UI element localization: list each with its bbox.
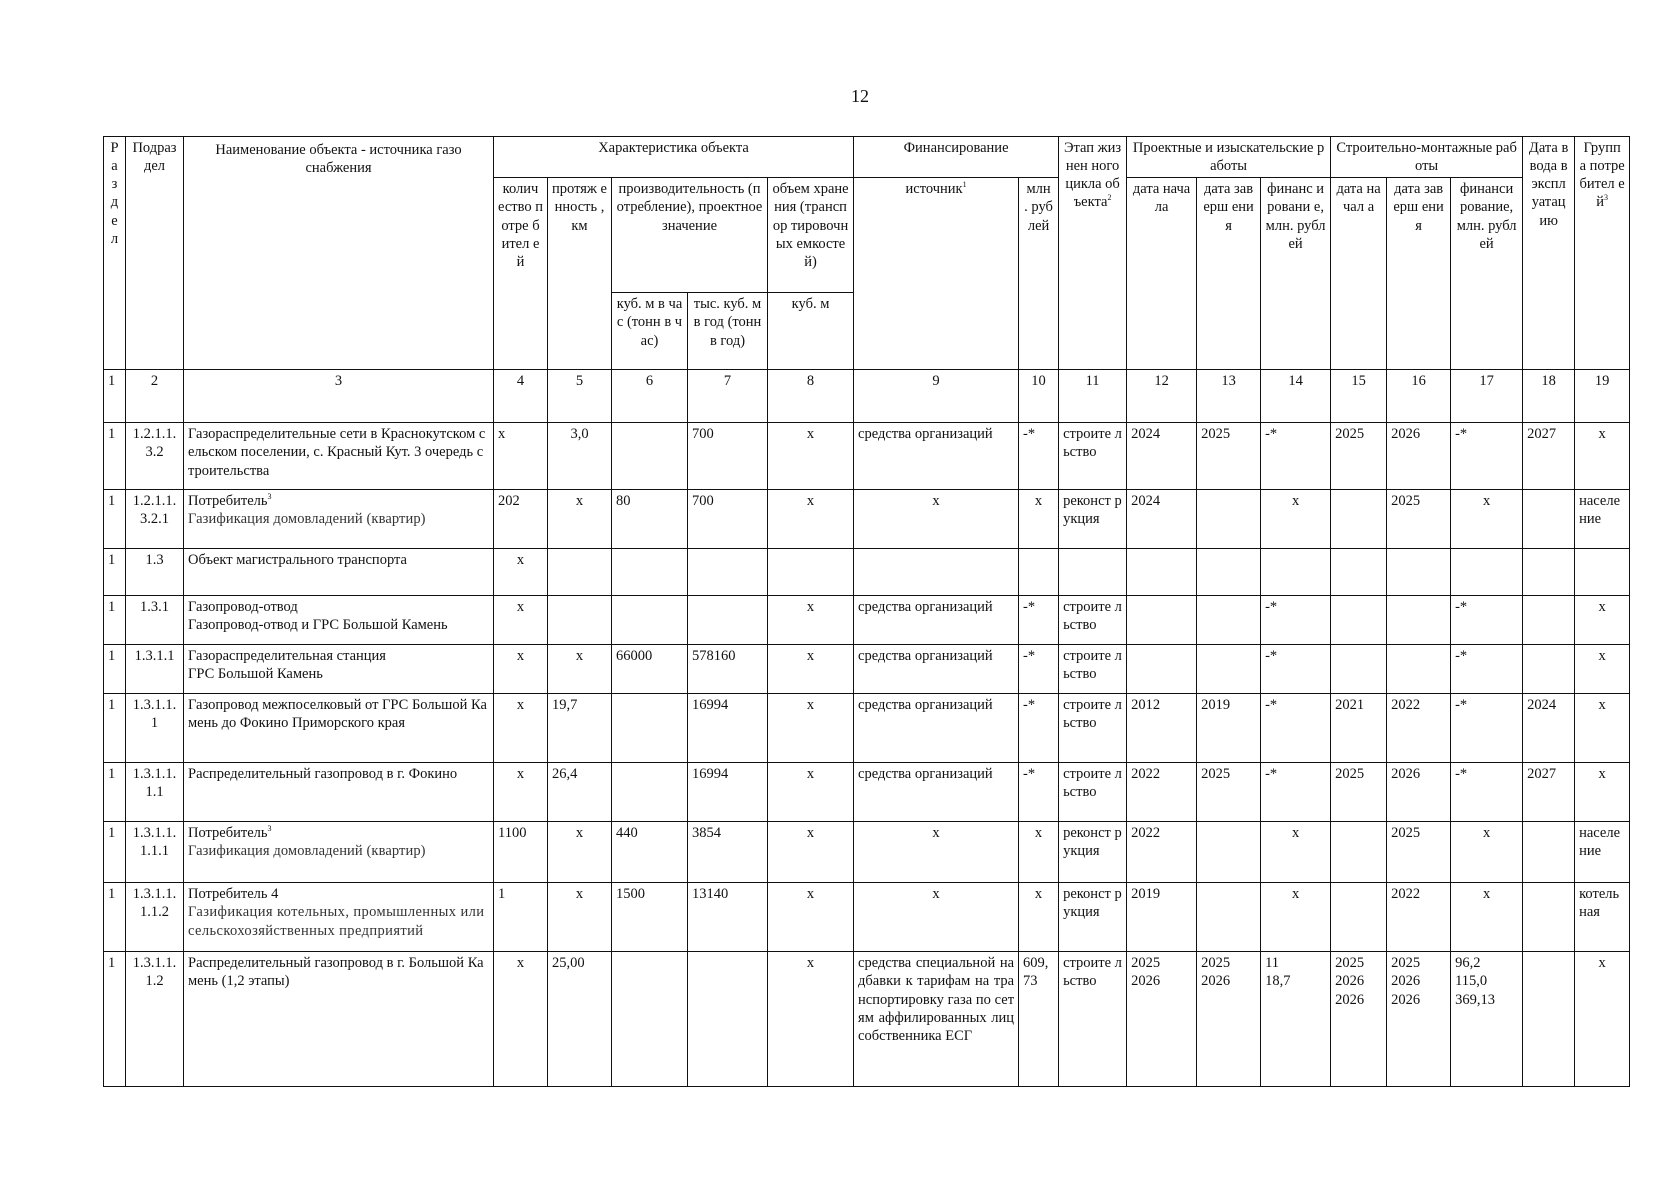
cell-design-end xyxy=(1197,822,1261,883)
cell-consumer-group: x xyxy=(1575,694,1630,763)
cell-capacity-year xyxy=(688,596,768,645)
cell-consumer-count: x xyxy=(494,694,548,763)
cell-object-name xyxy=(184,822,494,883)
cell-length: x xyxy=(548,883,612,952)
object-title: Газораспределительные сети в Краснокутском сельском поселении, с. Красный Кут. 3 очередь строительства xyxy=(188,426,486,479)
cell-design-start: 2022 xyxy=(1127,822,1197,883)
object-title: Распределительный газопровод в г. Фокино xyxy=(188,766,458,783)
table-row xyxy=(104,763,1630,822)
object-subtitle: Газификация домовладений (квартир) xyxy=(188,511,426,528)
table-row xyxy=(104,883,1630,952)
footnote-mark: 3 xyxy=(267,492,272,502)
header-design-works: Проектные и изыскательские работы xyxy=(1127,137,1331,178)
cell-stage: строите льство xyxy=(1059,952,1127,1087)
header-consumer-group: Групп а потре бител $ей^3$ xyxy=(1575,137,1630,370)
cell-stage: реконст рукция xyxy=(1059,822,1127,883)
cell-source: средства организаций xyxy=(854,694,1019,763)
column-number: 12 xyxy=(1127,370,1197,423)
object-title: Потребитель xyxy=(188,825,268,842)
header-design-start: дата начала xyxy=(1127,178,1197,370)
cell-commission-date xyxy=(1523,883,1575,952)
cell-length: x xyxy=(548,490,612,549)
cell-design-start: 2022 xyxy=(1127,763,1197,822)
cell-capacity-year: 700 xyxy=(688,423,768,490)
cell-consumer-count: x xyxy=(494,645,548,694)
cell-razdel: 1 xyxy=(104,596,126,645)
column-number: 4 xyxy=(494,370,548,423)
column-numbers-row xyxy=(104,370,1630,423)
cell-design-financing: -* xyxy=(1261,763,1331,822)
cell-construction-end: 2026 xyxy=(1387,763,1451,822)
cell-design-financing: x xyxy=(1261,883,1331,952)
header-object-name: Наименование объекта - источника газоснабжения xyxy=(184,137,494,370)
column-number: 6 xyxy=(612,370,688,423)
table-row xyxy=(104,490,1630,549)
cell-source: средства организаций xyxy=(854,423,1019,490)
object-title: Газопровод межпоселковый от ГРС Большой Камень до Фокино Приморского края xyxy=(188,697,487,732)
cell-commission-date: 2024 xyxy=(1523,694,1575,763)
header-commission-date: Дата ввода в экспл уатац ию xyxy=(1523,137,1575,370)
cell-design-financing: x xyxy=(1261,490,1331,549)
cell-source: средства организаций xyxy=(854,645,1019,694)
cell-storage: x xyxy=(768,645,854,694)
cell-mln: x xyxy=(1019,883,1059,952)
column-number: 2 xyxy=(126,370,184,423)
cell-capacity-year: 700 xyxy=(688,490,768,549)
column-number: 15 xyxy=(1331,370,1387,423)
cell-mln: -* xyxy=(1019,596,1059,645)
cell-design-financing xyxy=(1261,549,1331,596)
cell-stage: строите льство xyxy=(1059,763,1127,822)
header-design-end: дата заверш ения xyxy=(1197,178,1261,370)
cell-podrazdel: 1.2.1.1. 3.2 xyxy=(126,423,184,490)
cell-storage: x xyxy=(768,490,854,549)
cell-razdel: 1 xyxy=(104,490,126,549)
column-number: 8 xyxy=(768,370,854,423)
header-construction-end: дата заверш ения xyxy=(1387,178,1451,370)
header-podrazdel: Подраз дел xyxy=(126,137,184,370)
table-row xyxy=(104,645,1630,694)
header-length: протяж енность , км xyxy=(548,178,612,370)
cell-object-name xyxy=(184,645,494,694)
cell-capacity-hour: 1500 xyxy=(612,883,688,952)
column-number: 9 xyxy=(854,370,1019,423)
cell-design-end xyxy=(1197,549,1261,596)
object-title: Потребитель xyxy=(188,493,268,510)
header-unit-year: тыс. куб. м в год (тонн в год) xyxy=(688,293,768,370)
cell-mln: -* xyxy=(1019,645,1059,694)
header-consumer-count: колич ество потре бител ей xyxy=(494,178,548,370)
cell-capacity-hour xyxy=(612,694,688,763)
cell-object-name xyxy=(184,549,494,596)
cell-commission-date xyxy=(1523,645,1575,694)
object-subtitle: Газификация домовладений (квартир) xyxy=(188,843,426,860)
cell-storage: x xyxy=(768,423,854,490)
cell-commission-date xyxy=(1523,490,1575,549)
cell-consumer-count: x xyxy=(494,763,548,822)
cell-length: 26,4 xyxy=(548,763,612,822)
cell-source: x xyxy=(854,883,1019,952)
cell-construction-end: 2025 2026 2026 xyxy=(1387,952,1451,1087)
column-number: 7 xyxy=(688,370,768,423)
cell-length: 25,00 xyxy=(548,952,612,1087)
cell-object-name xyxy=(184,423,494,490)
cell-construction-end xyxy=(1387,645,1451,694)
cell-construction-start: 2025 2026 2026 xyxy=(1331,952,1387,1087)
cell-commission-date xyxy=(1523,549,1575,596)
cell-capacity-hour xyxy=(612,952,688,1087)
cell-construction-start xyxy=(1331,549,1387,596)
cell-capacity-year: 16994 xyxy=(688,763,768,822)
header-design-financing: финанс ировани е, млн. рублей xyxy=(1261,178,1331,370)
column-number: 11 xyxy=(1059,370,1127,423)
cell-consumer-group: x xyxy=(1575,596,1630,645)
cell-design-end: 2019 xyxy=(1197,694,1261,763)
cell-design-financing: -* xyxy=(1261,694,1331,763)
cell-mln: -* xyxy=(1019,423,1059,490)
object-title: Газораспределительная станция xyxy=(188,648,386,665)
cell-source: x xyxy=(854,822,1019,883)
cell-object-name xyxy=(184,596,494,645)
cell-consumer-count: 202 xyxy=(494,490,548,549)
cell-construction-end: 2022 xyxy=(1387,883,1451,952)
cell-consumer-group: x xyxy=(1575,952,1630,1087)
cell-razdel: 1 xyxy=(104,645,126,694)
cell-capacity-hour xyxy=(612,763,688,822)
table-row xyxy=(104,596,1630,645)
cell-capacity-year: 16994 xyxy=(688,694,768,763)
cell-capacity-year: 3854 xyxy=(688,822,768,883)
cell-podrazdel: 1.3.1.1. 1.1.1 xyxy=(126,822,184,883)
cell-construction-end xyxy=(1387,549,1451,596)
cell-commission-date xyxy=(1523,952,1575,1087)
cell-capacity-hour xyxy=(612,596,688,645)
cell-design-start: 2019 xyxy=(1127,883,1197,952)
cell-capacity-year xyxy=(688,952,768,1087)
gas-supply-table xyxy=(103,136,1630,1087)
column-number: 17 xyxy=(1451,370,1523,423)
cell-source: x xyxy=(854,490,1019,549)
cell-construction-end: 2025 xyxy=(1387,822,1451,883)
header-characteristics: Характеристика объекта xyxy=(494,137,854,178)
cell-stage: строите льство xyxy=(1059,694,1127,763)
header-storage: объем хранения (транспор тировочн ых емкостей) xyxy=(768,178,854,293)
object-subtitle: Газопровод-отвод и ГРС Большой Камень xyxy=(188,617,448,634)
header-source: источник$^1$ xyxy=(854,178,1019,370)
cell-construction-start: 2025 xyxy=(1331,423,1387,490)
cell-design-start: 2024 xyxy=(1127,423,1197,490)
cell-commission-date xyxy=(1523,822,1575,883)
cell-construction-financing: x xyxy=(1451,490,1523,549)
cell-construction-start xyxy=(1331,490,1387,549)
cell-podrazdel: 1.3.1.1 xyxy=(126,645,184,694)
cell-construction-start xyxy=(1331,883,1387,952)
object-title: Объект магистрального транспорта xyxy=(188,552,407,569)
cell-razdel: 1 xyxy=(104,423,126,490)
cell-design-end: 2025 xyxy=(1197,423,1261,490)
cell-stage: строите льство xyxy=(1059,423,1127,490)
cell-design-end: 2025 2026 xyxy=(1197,952,1261,1087)
cell-capacity-hour: 66000 xyxy=(612,645,688,694)
cell-razdel: 1 xyxy=(104,822,126,883)
cell-capacity-year xyxy=(688,549,768,596)
header-mln-rub: млн . руб лей xyxy=(1019,178,1059,370)
object-title: Потребитель 4 xyxy=(188,886,279,903)
cell-object-name xyxy=(184,763,494,822)
cell-capacity-hour: 440 xyxy=(612,822,688,883)
cell-design-end xyxy=(1197,490,1261,549)
table-row xyxy=(104,952,1630,1087)
cell-length xyxy=(548,596,612,645)
column-number: 16 xyxy=(1387,370,1451,423)
cell-commission-date: 2027 xyxy=(1523,423,1575,490)
cell-construction-start xyxy=(1331,596,1387,645)
cell-mln: -* xyxy=(1019,694,1059,763)
table-row xyxy=(104,423,1630,490)
header-unit-storage: куб. м xyxy=(768,293,854,370)
cell-construction-start xyxy=(1331,645,1387,694)
column-number: 18 xyxy=(1523,370,1575,423)
table-row xyxy=(104,549,1630,596)
header-stage-footnote: 2 xyxy=(1107,193,1112,203)
cell-construction-financing: -* xyxy=(1451,596,1523,645)
cell-design-start: 2012 xyxy=(1127,694,1197,763)
cell-construction-financing: -* xyxy=(1451,645,1523,694)
cell-source: средства организаций xyxy=(854,763,1019,822)
cell-podrazdel: 1.3 xyxy=(126,549,184,596)
cell-podrazdel: 1.3.1 xyxy=(126,596,184,645)
cell-consumer-count: 1100 xyxy=(494,822,548,883)
object-subtitle: Газификация котельных, промышленных или сельскохозяйственных предприятий xyxy=(188,904,485,939)
header-group-footnote: 3 xyxy=(1603,193,1608,203)
cell-design-financing: x xyxy=(1261,822,1331,883)
column-number: 14 xyxy=(1261,370,1331,423)
cell-podrazdel: 1.3.1.1. 1 xyxy=(126,694,184,763)
cell-consumer-group: x xyxy=(1575,763,1630,822)
cell-design-end xyxy=(1197,645,1261,694)
cell-length: x xyxy=(548,645,612,694)
cell-razdel: 1 xyxy=(104,763,126,822)
cell-design-financing: 11 18,7 xyxy=(1261,952,1331,1087)
cell-podrazdel: 1.2.1.1. 3.2.1 xyxy=(126,490,184,549)
cell-stage: реконст рукция xyxy=(1059,490,1127,549)
cell-stage: реконст рукция xyxy=(1059,883,1127,952)
cell-design-end: 2025 xyxy=(1197,763,1261,822)
cell-capacity-year: 578160 xyxy=(688,645,768,694)
header-construction-works: Строительно-монтажные работы xyxy=(1331,137,1523,178)
cell-length: x xyxy=(548,822,612,883)
cell-construction-financing: 96,2 115,0 369,13 xyxy=(1451,952,1523,1087)
cell-commission-date xyxy=(1523,596,1575,645)
column-number: 13 xyxy=(1197,370,1261,423)
cell-stage: строите льство xyxy=(1059,645,1127,694)
header-source-footnote: 1 xyxy=(962,180,967,190)
cell-razdel: 1 xyxy=(104,694,126,763)
cell-design-financing: -* xyxy=(1261,596,1331,645)
cell-object-name xyxy=(184,490,494,549)
cell-razdel: 1 xyxy=(104,952,126,1087)
cell-razdel: 1 xyxy=(104,549,126,596)
footnote-mark: 3 xyxy=(267,824,272,834)
cell-razdel: 1 xyxy=(104,883,126,952)
cell-consumer-count: x xyxy=(494,952,548,1087)
cell-source xyxy=(854,549,1019,596)
cell-length xyxy=(548,549,612,596)
cell-construction-end: 2025 xyxy=(1387,490,1451,549)
cell-design-start: 2025 2026 xyxy=(1127,952,1197,1087)
table-row xyxy=(104,694,1630,763)
cell-object-name xyxy=(184,694,494,763)
cell-storage: x xyxy=(768,883,854,952)
cell-source: средства специальной надбавки к тарифам на транспортировку газа по сетям аффилированных лиц собственника ЕСГ xyxy=(854,952,1019,1087)
header-stage: Этап жизнен ного цикла объекта$^2$ xyxy=(1059,137,1127,370)
cell-construction-end: 2022 xyxy=(1387,694,1451,763)
cell-storage: x xyxy=(768,952,854,1087)
cell-mln xyxy=(1019,549,1059,596)
cell-consumer-group: x xyxy=(1575,645,1630,694)
cell-construction-financing: -* xyxy=(1451,423,1523,490)
column-number: 19 xyxy=(1575,370,1630,423)
cell-construction-financing: -* xyxy=(1451,763,1523,822)
column-number: 3 xyxy=(184,370,494,423)
cell-storage xyxy=(768,549,854,596)
cell-construction-financing: x xyxy=(1451,822,1523,883)
cell-storage: x xyxy=(768,694,854,763)
cell-storage: x xyxy=(768,596,854,645)
cell-construction-financing: x xyxy=(1451,883,1523,952)
cell-construction-start xyxy=(1331,822,1387,883)
cell-storage: x xyxy=(768,822,854,883)
cell-design-start xyxy=(1127,549,1197,596)
cell-design-financing: -* xyxy=(1261,423,1331,490)
cell-stage xyxy=(1059,549,1127,596)
cell-capacity-year: 13140 xyxy=(688,883,768,952)
cell-podrazdel: 1.3.1.1. 1.1.2 xyxy=(126,883,184,952)
object-subtitle: ГРС Большой Камень xyxy=(188,666,323,683)
cell-mln: 609, 73 xyxy=(1019,952,1059,1087)
column-number: 10 xyxy=(1019,370,1059,423)
cell-construction-start: 2025 xyxy=(1331,763,1387,822)
header-razdel: Р а з д е л xyxy=(104,137,126,370)
cell-design-start xyxy=(1127,596,1197,645)
page-number: 12 xyxy=(851,86,869,106)
cell-capacity-hour xyxy=(612,423,688,490)
cell-construction-financing xyxy=(1451,549,1523,596)
object-title: Газопровод-отвод xyxy=(188,599,298,616)
cell-storage: x xyxy=(768,763,854,822)
cell-consumer-group: населе ние xyxy=(1575,822,1630,883)
cell-capacity-hour: 80 xyxy=(612,490,688,549)
header-capacity: производительность (потребление), проектное значение xyxy=(612,178,768,293)
cell-consumer-count: x xyxy=(494,423,548,490)
cell-mln: x xyxy=(1019,490,1059,549)
header-construction-financing: финанси рование, млн. рублей xyxy=(1451,178,1523,370)
cell-design-start xyxy=(1127,645,1197,694)
cell-design-financing: -* xyxy=(1261,645,1331,694)
cell-podrazdel: 1.3.1.1. 1.1 xyxy=(126,763,184,822)
cell-design-start: 2024 xyxy=(1127,490,1197,549)
cell-consumer-count: x xyxy=(494,549,548,596)
cell-source: средства организаций xyxy=(854,596,1019,645)
object-title: Распределительный газопровод в г. Большой Камень (1,2 этапы) xyxy=(188,955,484,990)
cell-mln: x xyxy=(1019,822,1059,883)
cell-object-name xyxy=(184,952,494,1087)
cell-construction-financing: -* xyxy=(1451,694,1523,763)
cell-consumer-group xyxy=(1575,549,1630,596)
header-financing: Финансирование xyxy=(854,137,1059,178)
header-unit-hour: куб. м в час (тонн в час) xyxy=(612,293,688,370)
cell-consumer-count: x xyxy=(494,596,548,645)
cell-object-name xyxy=(184,883,494,952)
cell-construction-start: 2021 xyxy=(1331,694,1387,763)
cell-consumer-group: котель ная xyxy=(1575,883,1630,952)
cell-consumer-group: населе ние xyxy=(1575,490,1630,549)
cell-commission-date: 2027 xyxy=(1523,763,1575,822)
cell-length: 3,0 xyxy=(548,423,612,490)
header-construction-start: дата начал а xyxy=(1331,178,1387,370)
table-row xyxy=(104,822,1630,883)
header-row-1 xyxy=(104,137,1630,178)
cell-consumer-count: 1 xyxy=(494,883,548,952)
cell-stage: строите льство xyxy=(1059,596,1127,645)
cell-design-end xyxy=(1197,883,1261,952)
cell-mln: -* xyxy=(1019,763,1059,822)
cell-construction-end: 2026 xyxy=(1387,423,1451,490)
column-number: 5 xyxy=(548,370,612,423)
cell-design-end xyxy=(1197,596,1261,645)
cell-podrazdel: 1.3.1.1. 1.2 xyxy=(126,952,184,1087)
cell-construction-end xyxy=(1387,596,1451,645)
column-number: 1 xyxy=(104,370,126,423)
cell-length: 19,7 xyxy=(548,694,612,763)
cell-capacity-hour xyxy=(612,549,688,596)
cell-consumer-group: x xyxy=(1575,423,1630,490)
